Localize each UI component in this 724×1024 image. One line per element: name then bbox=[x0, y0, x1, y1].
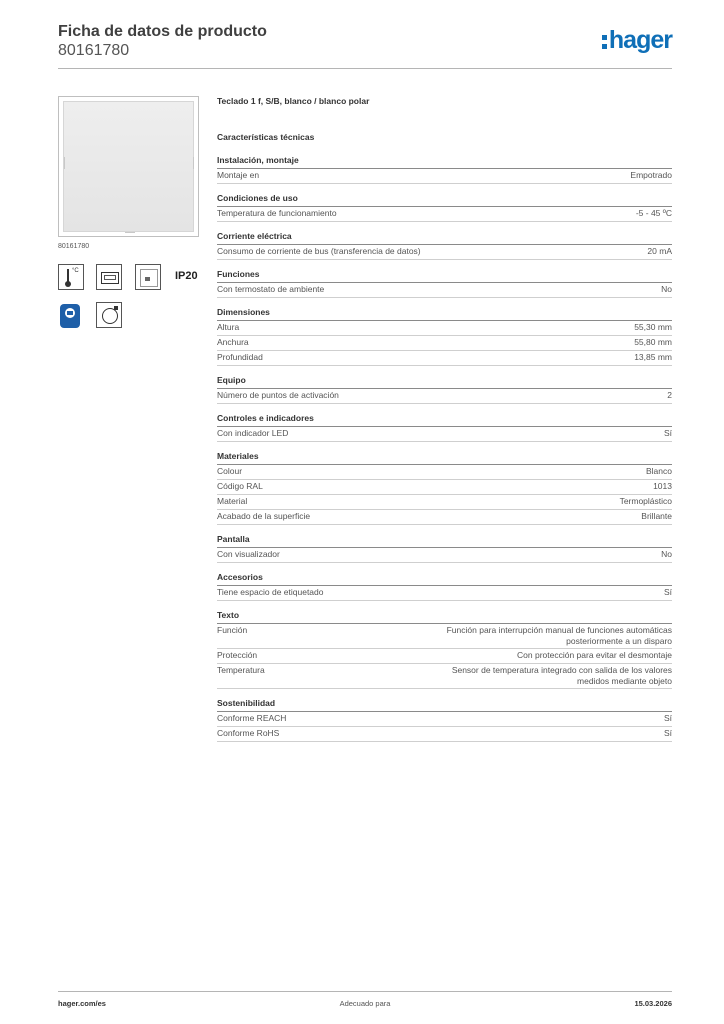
spec-row bbox=[217, 624, 672, 649]
spec-label: Anchura bbox=[217, 337, 249, 347]
page-footer bbox=[58, 991, 672, 1021]
spec-label: Temperatura de funcionamiento bbox=[217, 208, 337, 218]
footer-center-text: Adecuado para bbox=[339, 999, 391, 1008]
footer-divider bbox=[58, 991, 672, 992]
section-title: Sostenibilidad bbox=[217, 698, 672, 712]
spec-value: 55,80 mm bbox=[634, 337, 672, 347]
section-title: Equipo bbox=[217, 375, 672, 389]
energy-label-icon bbox=[58, 302, 82, 330]
spec-row bbox=[217, 321, 672, 336]
product-code: 80161780 bbox=[58, 42, 130, 59]
spec-section bbox=[217, 155, 672, 184]
page-header bbox=[58, 22, 672, 68]
spec-label: Conforme RoHS bbox=[217, 728, 280, 738]
spec-row bbox=[217, 245, 672, 260]
spec-label: Con indicador LED bbox=[217, 428, 289, 438]
spec-label: Acabado de la superficie bbox=[217, 511, 311, 521]
image-caption: 80161780 bbox=[58, 243, 90, 250]
spec-row bbox=[217, 727, 672, 742]
spec-label: Montaje en bbox=[217, 170, 260, 180]
logo-text: hager bbox=[608, 26, 672, 54]
spec-value: Sí bbox=[663, 713, 672, 723]
device-icon bbox=[135, 264, 161, 290]
keypad-icon bbox=[96, 264, 122, 290]
spec-label: Conforme REACH bbox=[217, 713, 287, 723]
spec-section bbox=[217, 375, 672, 404]
spec-value: Sí bbox=[663, 587, 672, 597]
header-divider bbox=[58, 68, 672, 69]
thermometer-icon: °C bbox=[58, 264, 84, 290]
tech-heading: Características técnicas bbox=[217, 132, 315, 142]
spec-sections bbox=[217, 155, 672, 742]
spec-row bbox=[217, 351, 672, 366]
section-title: Texto bbox=[217, 610, 672, 624]
spec-label: Profundidad bbox=[217, 352, 263, 362]
spec-value: Empotrado bbox=[630, 170, 672, 180]
spec-table bbox=[217, 96, 672, 751]
spec-row bbox=[217, 510, 672, 525]
spec-section bbox=[217, 193, 672, 222]
spec-label: Material bbox=[217, 496, 248, 506]
spec-section bbox=[217, 534, 672, 563]
spec-row bbox=[217, 480, 672, 495]
spec-row bbox=[217, 649, 672, 664]
spec-value: 20 mA bbox=[647, 246, 672, 256]
spec-value: 1013 bbox=[653, 481, 672, 491]
plate-mark bbox=[125, 232, 135, 233]
spec-row bbox=[217, 664, 672, 689]
hager-logo[interactable] bbox=[602, 26, 672, 55]
spec-value: Con protección para evitar el desmontaje bbox=[517, 650, 672, 660]
spec-label: Con termostato de ambiente bbox=[217, 284, 325, 294]
spec-row bbox=[217, 465, 672, 480]
spec-row bbox=[217, 336, 672, 351]
spec-label: Protección bbox=[217, 650, 258, 660]
spec-label: Número de puntos de activación bbox=[217, 390, 339, 400]
footer-date: 15.03.2026 bbox=[634, 999, 672, 1008]
spec-row bbox=[217, 548, 672, 563]
spec-section bbox=[217, 451, 672, 525]
section-title: Instalación, montaje bbox=[217, 155, 672, 169]
spec-label: Función bbox=[217, 625, 248, 635]
product-image bbox=[58, 96, 199, 237]
spec-value: 2 bbox=[667, 390, 672, 400]
spec-value: No bbox=[661, 549, 672, 559]
spec-value: Blanco bbox=[646, 466, 672, 476]
section-title: Materiales bbox=[217, 451, 672, 465]
plate-mark bbox=[64, 157, 65, 169]
spec-value: 13,85 mm bbox=[634, 352, 672, 362]
spec-section bbox=[217, 572, 672, 601]
spec-label: Altura bbox=[217, 322, 240, 332]
spec-row bbox=[217, 207, 672, 222]
spec-row bbox=[217, 169, 672, 184]
spec-section bbox=[217, 307, 672, 366]
spec-section bbox=[217, 269, 672, 298]
spec-value: 55,30 mm bbox=[634, 322, 672, 332]
spec-label: Código RAL bbox=[217, 481, 263, 491]
footer-website-link[interactable]: hager.com/es bbox=[58, 999, 106, 1008]
spec-row bbox=[217, 389, 672, 404]
product-name: Teclado 1 f, S/B, blanco / blanco polar bbox=[217, 96, 370, 106]
spec-label: Tiene espacio de etiquetado bbox=[217, 587, 324, 597]
spec-value: No bbox=[661, 284, 672, 294]
section-title: Funciones bbox=[217, 269, 672, 283]
spec-label: Temperatura bbox=[217, 665, 265, 675]
section-title: Accesorios bbox=[217, 572, 672, 586]
spec-value: -5 - 45 ºC bbox=[635, 208, 672, 218]
spec-section bbox=[217, 413, 672, 442]
spec-value: Sensor de temperatura integrado con salida de los valores medidos mediante objeto bbox=[451, 665, 672, 686]
spec-label: Colour bbox=[217, 466, 243, 476]
product-plate bbox=[63, 101, 194, 232]
spec-label: Consumo de corriente de bus (transferencia de datos) bbox=[217, 246, 421, 256]
spec-value: Brillante bbox=[641, 511, 672, 521]
rotation-circle-icon bbox=[96, 302, 122, 328]
spec-row bbox=[217, 495, 672, 510]
spec-section bbox=[217, 698, 672, 742]
logo-dots-icon bbox=[602, 33, 607, 49]
spec-row bbox=[217, 283, 672, 298]
section-title: Pantalla bbox=[217, 534, 672, 548]
spec-label: Con visualizador bbox=[217, 549, 280, 559]
spec-value: Función para interrupción manual de funciones automáticas posteriormente a un disparo bbox=[446, 625, 672, 646]
plate-mark bbox=[193, 157, 194, 169]
spec-value: Sí bbox=[663, 428, 672, 438]
section-title: Corriente eléctrica bbox=[217, 231, 672, 245]
section-title: Dimensiones bbox=[217, 307, 672, 321]
spec-row bbox=[217, 586, 672, 601]
spec-value: Termoplástico bbox=[619, 496, 672, 506]
section-title: Condiciones de uso bbox=[217, 193, 672, 207]
spec-row bbox=[217, 427, 672, 442]
section-title: Controles e indicadores bbox=[217, 413, 672, 427]
page-title: Ficha de datos de producto bbox=[58, 23, 267, 40]
spec-section bbox=[217, 610, 672, 689]
spec-value: Sí bbox=[663, 728, 672, 738]
spec-row bbox=[217, 712, 672, 727]
ip-rating-badge: IP20 bbox=[175, 270, 198, 282]
spec-section bbox=[217, 231, 672, 260]
